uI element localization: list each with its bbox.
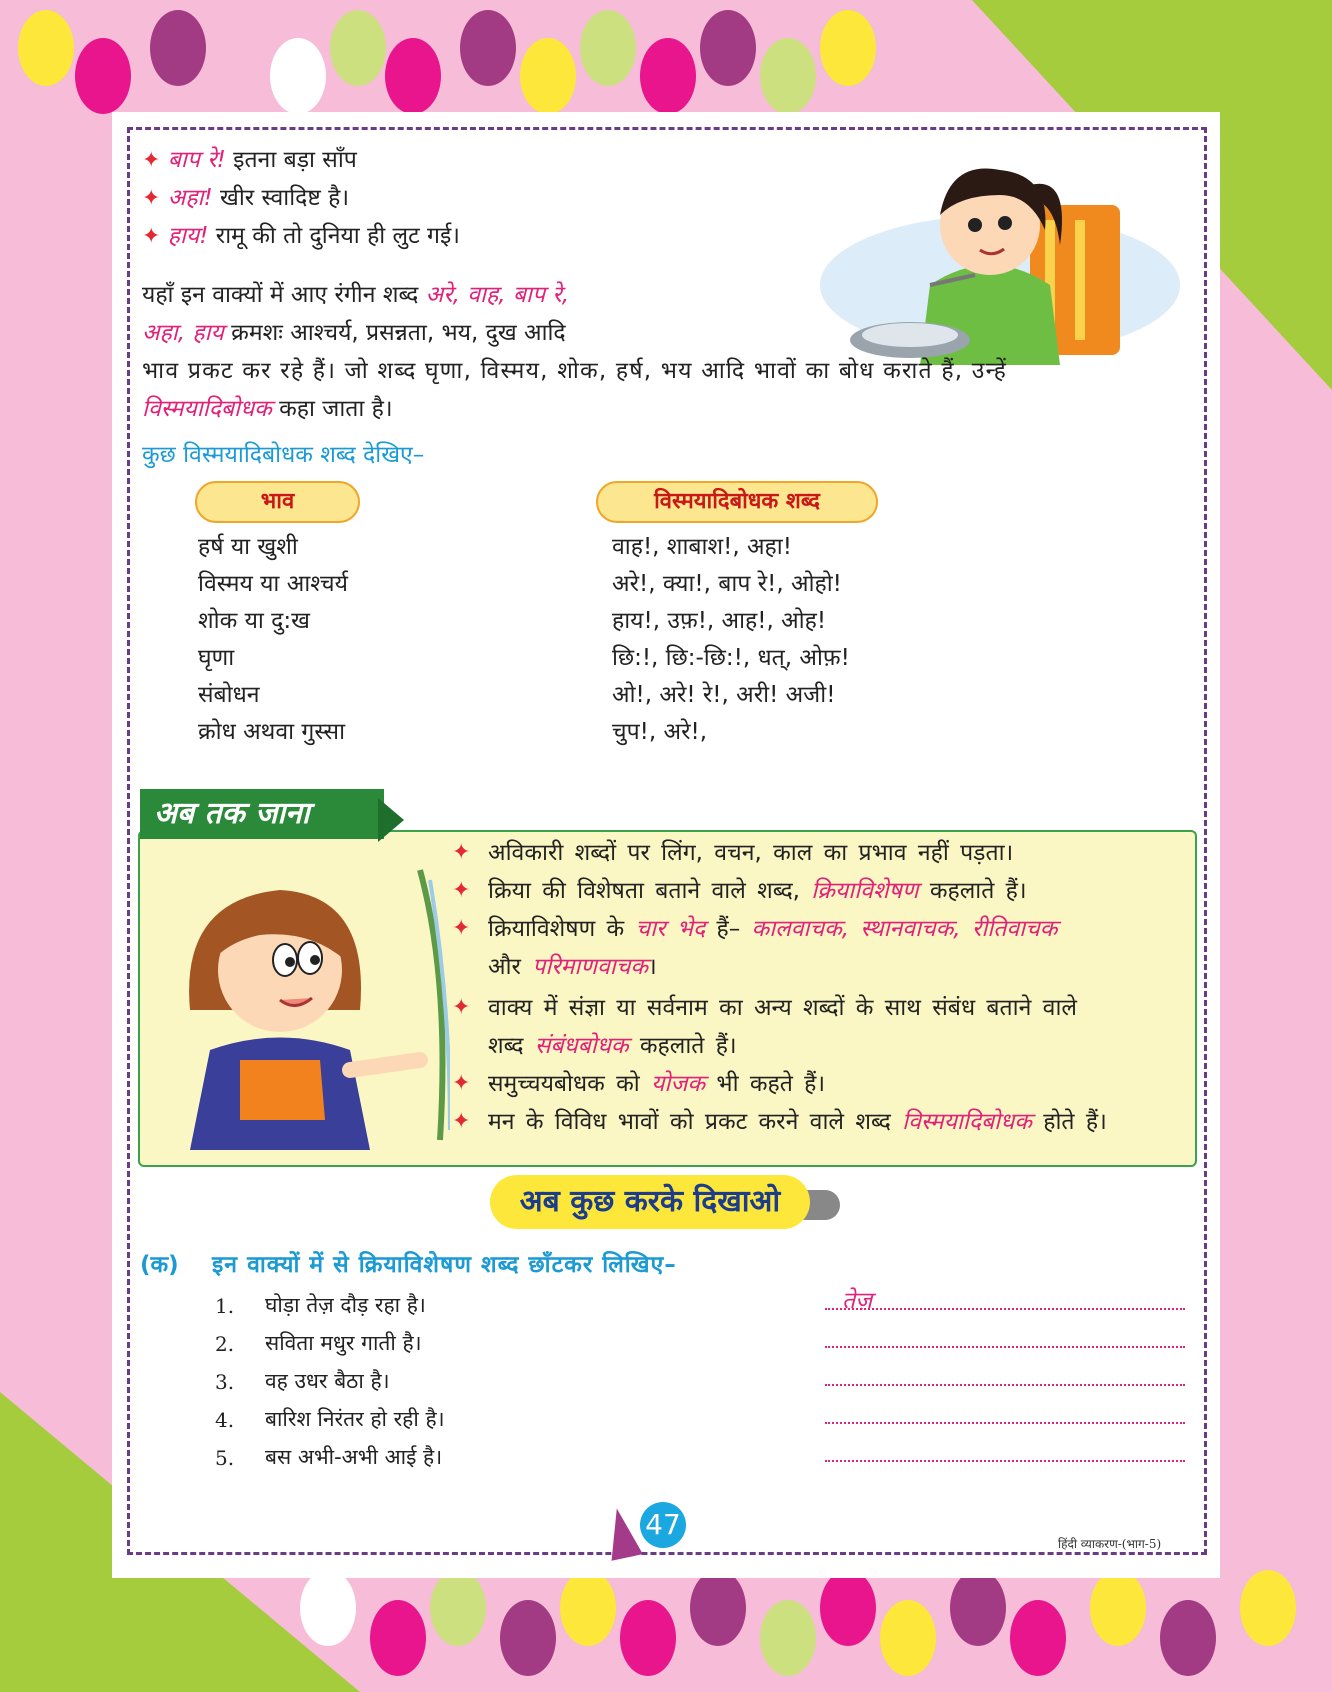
summary-text <box>488 1109 1107 1135</box>
highlighted-term: क्रियाविशेषण <box>811 878 919 904</box>
summary-text <box>488 954 657 980</box>
table-cell-bhav: घृणा <box>198 645 235 671</box>
summary-text-part: मन के विविध भावों को प्रकट करने वाले शब्द <box>488 1109 903 1135</box>
star-bullet-icon: ✦ <box>452 995 471 1020</box>
answer-text: तेज़ <box>842 1288 873 1314</box>
column-header-words: विस्मयादिबोधक शब्द <box>596 481 878 523</box>
para-line-2 <box>142 318 566 348</box>
intro-bullet <box>142 145 357 176</box>
activity-heading: अब कुछ करके दिखाओ <box>490 1175 810 1229</box>
item-number: 1. <box>215 1294 235 1318</box>
table-cell-words: अरे!, क्या!, बाप रे!, ओहो! <box>612 571 842 597</box>
exclamation-word: हाय! <box>167 223 209 249</box>
polka-dot <box>760 1600 816 1676</box>
summary-tab-fold <box>378 798 404 842</box>
summary-line <box>452 876 1027 906</box>
table-cell-words: चुप!, अरे!, <box>612 719 708 745</box>
spacer <box>160 223 167 249</box>
star-bullet-icon: ✦ <box>452 1071 471 1096</box>
answer-line[interactable] <box>825 1346 1185 1348</box>
para-text: यहाँ इन वाक्यों में आए रंगीन शब्द <box>142 282 426 308</box>
item-number: 2. <box>215 1332 235 1356</box>
polka-dot <box>820 1570 876 1646</box>
girl-eating-illustration <box>800 135 1180 365</box>
table-cell-bhav: हर्ष या खुशी <box>198 534 298 560</box>
summary-text <box>488 995 1077 1021</box>
summary-text-part: समुच्चयबोधक को <box>488 1071 652 1097</box>
summary-line <box>452 1107 1107 1137</box>
table-cell-words: छि:!, छि:-छि:!, धत्, ओफ़! <box>612 645 850 671</box>
star-bullet-icon: ✦ <box>142 186 161 211</box>
item-sentence: बस अभी-अभी आई है। <box>265 1445 443 1469</box>
summary-tab: अब तक जाना <box>140 789 384 839</box>
question-label: (क) <box>140 1252 179 1278</box>
star-bullet-icon: ✦ <box>452 840 471 865</box>
page-number: 47 <box>640 1502 686 1548</box>
item-sentence: घोड़ा तेज़ दौड़ रहा है। <box>265 1293 426 1317</box>
answer-line[interactable] <box>825 1460 1185 1462</box>
polka-dot <box>460 10 516 86</box>
spacer <box>160 185 167 211</box>
polka-dot <box>1010 1600 1066 1676</box>
girl-pointing-illustration <box>150 860 450 1150</box>
colored-words: अरे, वाह, बाप रे, <box>425 282 570 308</box>
summary-text-part: क्रिया की विशेषता बताने वाले शब्द, <box>488 878 812 904</box>
summary-text-part: कहलाते हैं। <box>918 878 1027 904</box>
para-line-4 <box>142 394 393 424</box>
star-bullet-icon: ✦ <box>452 878 471 903</box>
summary-text-part: वाक्य में संज्ञा या सर्वनाम का अन्य शब्दों के साथ संबंध बताने वाले <box>488 995 1078 1021</box>
summary-text-part: भी कहते हैं। <box>705 1071 826 1097</box>
polka-dot <box>950 1570 1006 1646</box>
polka-dot <box>700 10 756 86</box>
summary-line <box>452 1031 737 1061</box>
polka-dot <box>1240 1570 1296 1646</box>
para-line-3: भाव प्रकट कर रहे हैं। जो शब्द घृणा, विस्मय, शोक, हर्ष, भय आदि भावों का बोध कराते हैं, उन्हें <box>142 358 1008 384</box>
summary-text-part: शब्द <box>488 1033 535 1059</box>
polka-dot <box>1160 1600 1216 1676</box>
star-bullet-icon: ✦ <box>142 224 161 249</box>
para-text: क्रमशः आश्चर्य, प्रसन्नता, भय, दुख आदि <box>223 320 566 346</box>
exclamation-word: अहा! <box>167 185 213 211</box>
polka-dot <box>370 1600 426 1676</box>
item-number: 5. <box>215 1446 235 1470</box>
summary-text-part: । <box>648 954 657 980</box>
question-text: इन वाक्यों में से क्रियाविशेषण शब्द छाँटकर लिखिए– <box>212 1252 677 1278</box>
polka-dot <box>1090 1570 1146 1646</box>
polka-dot <box>560 1570 616 1646</box>
polka-dot <box>640 38 696 114</box>
polka-dot <box>880 1600 936 1676</box>
polka-dot <box>820 10 876 86</box>
item-number: 4. <box>215 1408 235 1432</box>
polka-dot <box>500 1600 556 1676</box>
term-vismayadibodhak: विस्मयादिबोधक <box>142 396 272 422</box>
polka-dot <box>520 38 576 114</box>
summary-line <box>452 838 1013 868</box>
table-cell-words: हाय!, उफ़!, आह!, ओह! <box>612 608 827 634</box>
table-cell-bhav: शोक या दु:ख <box>198 608 310 634</box>
polka-dot <box>385 38 441 114</box>
para-line-1 <box>142 280 569 310</box>
highlighted-term: परिमाणवाचक <box>532 954 649 980</box>
summary-text <box>488 916 1057 942</box>
bullet-text: इतना बड़ा साँप <box>225 147 357 173</box>
item-sentence: वह उधर बैठा है। <box>265 1369 390 1393</box>
table-cell-words: ओ!, अरे! रे!, अरी! अजी! <box>612 682 836 708</box>
highlighted-term: कालवाचक, स्थानवाचक, रीतिवाचक <box>751 916 1058 942</box>
polka-dot <box>150 10 206 86</box>
star-bullet-icon: ✦ <box>452 1109 471 1134</box>
highlighted-term: चार भेद <box>635 916 706 942</box>
footer-book-title: हिंदी व्याकरण-(भाग-5) <box>1058 1537 1162 1551</box>
table-cell-words: वाह!, शाबाश!, अहा! <box>612 534 792 560</box>
summary-text-part: कहलाते हैं। <box>628 1033 737 1059</box>
star-bullet-icon: ✦ <box>142 148 161 173</box>
summary-text-part: और <box>488 954 533 980</box>
table-cell-bhav: संबोधन <box>198 682 260 708</box>
intro-bullet <box>142 221 460 252</box>
column-header-bhav: भाव <box>195 481 360 523</box>
answer-line[interactable] <box>825 1384 1185 1386</box>
table-cell-bhav: क्रोध अथवा गुस्सा <box>198 719 346 745</box>
summary-text <box>488 878 1027 904</box>
examples-heading: कुछ विस्मयादिबोधक शब्द देखिए– <box>142 442 425 468</box>
summary-line <box>452 952 657 982</box>
highlighted-term: विस्मयादिबोधक <box>902 1109 1032 1135</box>
spacer <box>160 147 167 173</box>
summary-line <box>452 914 1057 944</box>
summary-text <box>488 840 1013 866</box>
summary-line <box>452 993 1077 1023</box>
summary-text-part: क्रियाविशेषण के <box>488 916 636 942</box>
highlighted-term: संबंधबोधक <box>534 1033 629 1059</box>
item-sentence: बारिश निरंतर हो रही है। <box>265 1407 445 1431</box>
polka-dot <box>620 1600 676 1676</box>
summary-text-part: अविकारी शब्दों पर लिंग, वचन, काल का प्रभाव नहीं पड़ता। <box>488 840 1014 866</box>
colored-words: अहा, हाय <box>142 320 224 346</box>
item-sentence: सविता मधुर गाती है। <box>265 1331 422 1355</box>
intro-bullet <box>142 183 349 214</box>
summary-line <box>452 1069 825 1099</box>
polka-dot <box>760 38 816 114</box>
star-bullet-icon: ✦ <box>452 916 471 941</box>
summary-text <box>488 1071 825 1097</box>
polka-dot <box>75 38 131 114</box>
polka-dot <box>18 10 74 86</box>
polka-dot <box>300 1570 356 1646</box>
item-number: 3. <box>215 1370 235 1394</box>
highlighted-term: योजक <box>651 1071 706 1097</box>
summary-text-part: हैं– <box>705 916 752 942</box>
answer-line[interactable] <box>825 1308 1185 1310</box>
summary-text <box>488 1033 737 1059</box>
bullet-text: खीर स्वादिष्ट है। <box>212 185 350 211</box>
polka-dot <box>580 10 636 86</box>
summary-text-part: होते हैं। <box>1031 1109 1107 1135</box>
polka-dot <box>690 1570 746 1646</box>
bullet-text: रामू की तो दुनिया ही लुट गई। <box>208 223 461 249</box>
polka-dot <box>430 1570 486 1646</box>
polka-dot <box>330 10 386 86</box>
polka-dot <box>270 38 326 114</box>
exclamation-word: बाप रे! <box>167 147 226 173</box>
table-cell-bhav: विस्मय या आश्चर्य <box>198 571 348 597</box>
para-text: कहा जाता है। <box>271 396 393 422</box>
answer-line[interactable] <box>825 1422 1185 1424</box>
